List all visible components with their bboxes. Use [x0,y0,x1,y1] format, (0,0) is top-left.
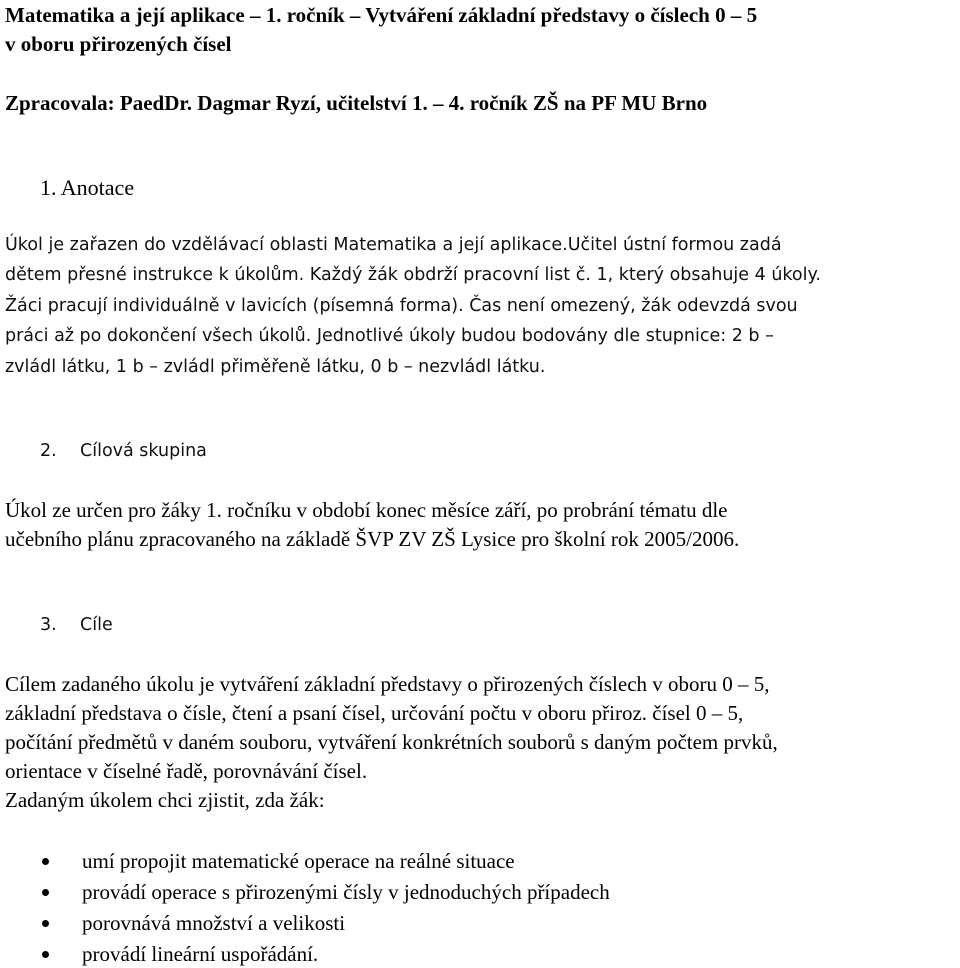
list-item-text: provádí operace s přirozenými čísly v jednoduchých případech [82,880,610,904]
cile-heading: Cíle [80,615,113,635]
cilova-line-2: učebního plánu zpracovaného na základě ŠVP ZV ZŠ Lysice pro školní rok 2005/2006. [5,527,740,551]
bullet-icon [42,920,49,927]
cile-line-2: základní představa o čísle, čtení a psaní čísel, určování počtu v oboru přiroz. čísel 0 – 5, [5,701,744,725]
cile-line-3: počítání předmětů v daném souboru, vytváření konkrétních souborů s daným počtem prvků, [5,730,778,754]
bullet-icon [42,889,49,896]
cile-number: 3. [40,615,57,635]
cile-line-5: Zadaným úkolem chci zjistit, zda žák: [5,788,325,812]
document-title-line-2: v oboru přirozených čísel [5,32,232,56]
bullet-icon [42,951,49,958]
author-line: Zpracovala: PaedDr. Dagmar Ryzí, učitelství 1. – 4. ročník ZŠ na PF MU Brno [5,91,708,115]
cile-line-1: Cílem zadaného úkolu je vytváření základní představy o přirozených číslech v oboru 0 – 5, [5,672,770,696]
list-item-text: provádí lineární uspořádání. [82,942,319,966]
list-item-text: porovnává množství a velikosti [82,911,346,935]
list-item-text: umí propojit matematické operace na reálné situace [82,849,515,873]
cilova-line-1: Úkol ze určen pro žáky 1. ročníku v období konec měsíce září, po probrání tématu dle [5,498,728,522]
anotace-line-4: práci až po dokončení všech úkolů. Jednotlivé úkoly budou bodovány dle stupnice: 2 b – [5,326,774,346]
cile-line-4: orientace v číselné řadě, porovnávání čísel. [5,759,368,783]
document-title-line-1: Matematika a její aplikace – 1. ročník – Vytváření základní představy o číslech 0 – 5 [5,3,758,27]
anotace-line-1: Úkol je zařazen do vzdělávací oblasti Matematika a její aplikace.Učitel ústní formou zadá [5,235,782,255]
anotace-line-5: zvládl látku, 1 b – zvládl přiměřeně látku, 0 b – nezvládl látku. [5,357,546,377]
cilova-number: 2. [40,441,57,461]
anotace-line-3: Žáci pracují individuálně v lavicích (písemná forma). Čas není omezený, žák odevzdá svou [5,296,798,316]
anotace-heading: 1. Anotace [40,175,135,200]
bullet-icon [42,858,49,865]
anotace-line-2: dětem přesné instrukce k úkolům. Každý žák obdrží pracovní list č. 1, který obsahuje 4 úkoly. [5,265,821,285]
cilova-heading: Cílová skupina [80,441,207,461]
